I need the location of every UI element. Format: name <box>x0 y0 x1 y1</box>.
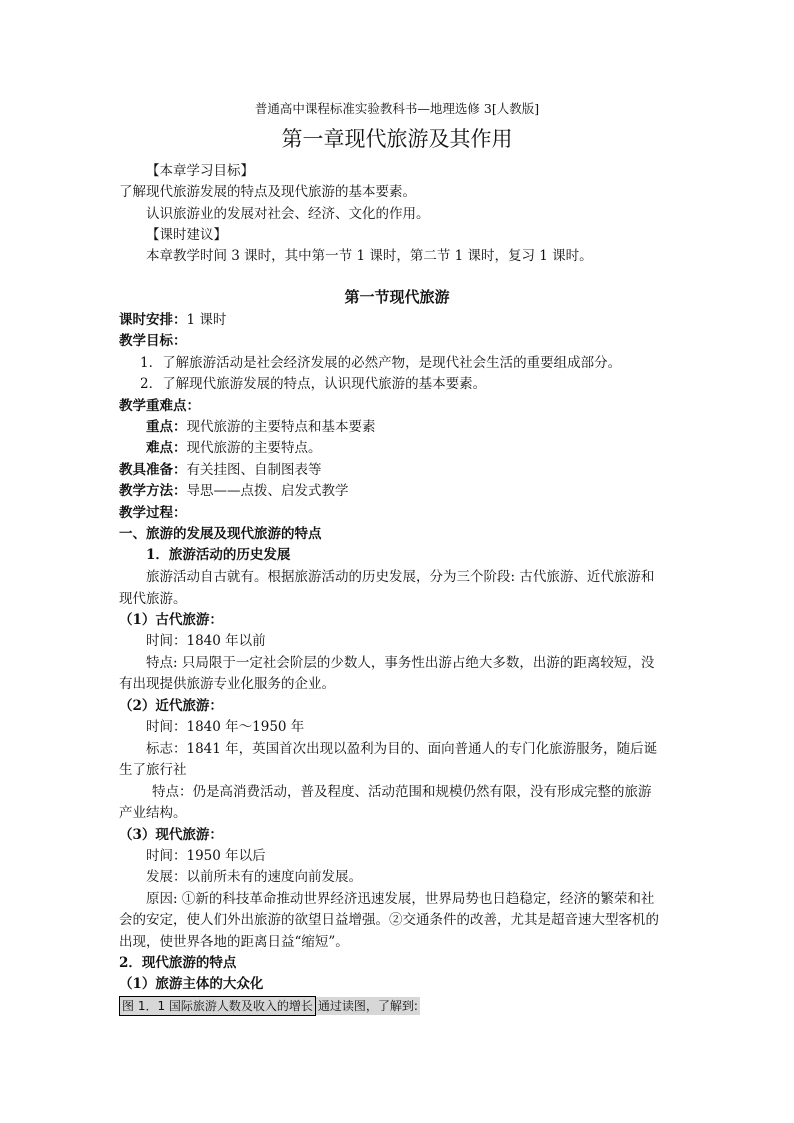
goal-1: 1．了解旅游活动是社会经济发展的必然产物，是现代社会生活的重要组成部分。 <box>140 355 622 371</box>
objective-1: 了解现代旅游发展的特点及现代旅游的基本要素。 <box>119 184 416 200</box>
tools-label: 教具准备： <box>119 462 187 478</box>
sub-2-heading: 2．现代旅游的特点 <box>119 955 237 971</box>
keypoints-label: 教学重难点： <box>119 398 200 414</box>
goals-label: 教学目标： <box>119 333 187 349</box>
feature-1-heading: （1）旅游主体的大众化 <box>119 976 264 992</box>
sub-1-heading: 1．旅游活动的历史发展 <box>146 547 291 563</box>
modern-dev: 发展：以前所未有的速度向前发展。 <box>146 869 362 885</box>
part-1-heading: 一、旅游的发展及现代旅游的特点 <box>119 526 322 542</box>
modern-time: 时间：1950 年以后 <box>146 848 266 864</box>
hours-text: 本章教学时间 3 课时，其中第一节 1 课时，第二节 1 课时，复习 1 课时。 <box>146 248 593 264</box>
method-row <box>119 480 679 502</box>
series-title: 普通高中课程标准实验教科书—地理选修 3[人教版] <box>254 101 540 116</box>
modern-early-time: 时间：1840 年～1950 年 <box>146 719 305 735</box>
schedule-value: 1 课时 <box>186 312 227 328</box>
method-value: 导思——点拨、启发式教学 <box>186 483 349 499</box>
process-label: 教学过程： <box>119 505 187 521</box>
schedule-label: 课时安排： <box>119 312 187 328</box>
figure-caption-tail: 通过读图，了解到: <box>317 999 418 1013</box>
modern-reason: 原因: ①新的科技革命推动世界经济迅速发展，世界局势也日趋稳定，经济的繁荣和社 <box>146 891 655 907</box>
modern-early-feature-2: 产业结构。 <box>119 805 187 821</box>
tools-value: 有关挂图、自制图表等 <box>186 462 322 478</box>
goal-2: 2．了解现代旅游发展的特点，认识现代旅游的基本要素。 <box>140 376 487 392</box>
modern-heading: （3）现代旅游： <box>119 827 223 843</box>
ancient-time: 时间：1840 年以前 <box>146 633 266 649</box>
objectives-heading: 【本章学习目标】 <box>146 163 254 179</box>
objective-2: 认识旅游业的发展对社会、经济、文化的作用。 <box>146 206 430 222</box>
modern-early-heading: （2）近代旅游： <box>119 698 223 714</box>
hard-value: 现代旅游的主要特点。 <box>186 440 322 456</box>
history-text-2: 现代旅游。 <box>119 591 187 607</box>
modern-early-mark-2: 生了旅行社 <box>119 762 187 778</box>
tools-row <box>119 459 679 481</box>
hard-row <box>146 437 679 459</box>
figure-caption-row <box>119 995 679 1017</box>
section-title: 第一节现代旅游 <box>344 288 450 306</box>
modern-early-mark: 标志：1841 年，英国首次出现以盈利为目的、面向普通人的专门化旅游服务，随后诞 <box>146 741 658 757</box>
modern-reason-2: 会的安定，使人们外出旅游的欲望日益增强。②交通条件的改善，尤其是超音速大型客机的 <box>119 912 659 928</box>
history-text: 旅游活动自古就有。根据旅游活动的历史发展，分为三个阶段: 古代旅游、近代旅游和 <box>146 569 655 585</box>
modern-early-feature: 特点：仍是高消费活动，普及程度、活动范围和规模仍然有限，没有形成完整的旅游 <box>152 784 652 800</box>
ancient-feature: 特点: 只局限于一定社会阶层的少数人，事务性出游占绝大多数，出游的距离较短，没 <box>146 655 655 671</box>
modern-reason-3: 出现，使世界各地的距离日益“缩短”。 <box>119 934 349 950</box>
key-value: 现代旅游的主要特点和基本要素 <box>186 419 376 435</box>
method-label: 教学方法： <box>119 483 187 499</box>
hard-label: 难点： <box>146 440 187 456</box>
key-row <box>146 416 679 438</box>
hours-heading: 【课时建议】 <box>146 227 227 243</box>
figure-caption: 图 1．1 国际旅游人数及收入的增长 <box>119 996 316 1016</box>
ancient-feature-2: 有出现提供旅游专业化服务的企业。 <box>119 676 335 692</box>
ancient-heading: （1）古代旅游： <box>119 612 223 628</box>
schedule-row <box>119 309 679 331</box>
chapter-title: 第一章现代旅游及其作用 <box>281 127 513 151</box>
key-label: 重点： <box>146 419 187 435</box>
